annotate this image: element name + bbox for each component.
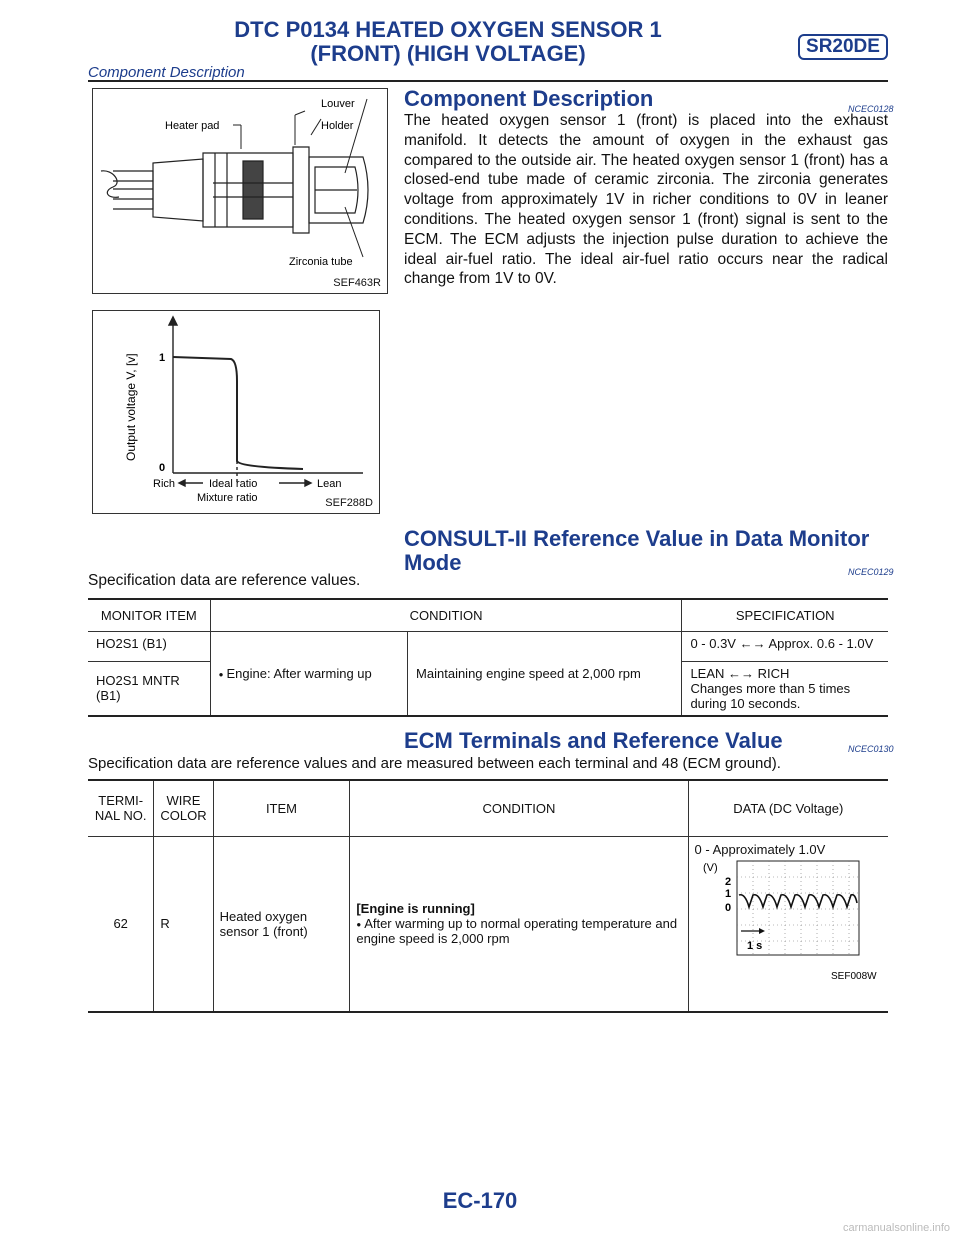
- page-header: [88, 10, 888, 82]
- zirconia-label: Zirconia tube: [289, 256, 353, 268]
- data-value: 0 - Approximately 1.0V: [694, 841, 826, 857]
- consult-heading-line2: Mode: [404, 550, 462, 575]
- specification-line: Changes more than 5 times during 10 seconds.: [690, 680, 851, 711]
- graph-rich-label: Rich: [153, 478, 176, 490]
- graph-lean-label: Lean: [317, 478, 342, 490]
- consult-heading-line1: CONSULT-II Reference Value in Data Monitor: [404, 526, 870, 551]
- wire-color: R: [154, 836, 213, 1012]
- ecm-note: Specification data are reference values and are measured between each terminal and 48 (ECM ground).: [88, 755, 781, 772]
- specification: [682, 661, 888, 716]
- scope-unit-label: (V): [702, 861, 718, 874]
- component-description-text: The heated oxygen sensor 1 (front) is placed into the exhaust manifold. It detects the amount of oxygen in the exhaust gas compared to the outside air. The heated oxygen sensor 1 (front) has a closed-end tube made of ceramic zirconia. The zirconia generates voltage from approximately 1V in richer conditions to 0V in leaner conditions. The heated oxygen sensor 1 (front) signal is sent to the ECM. The ECM adjusts the injection pulse duration to achieve the ideal air-fuel ratio. The ideal air-fuel ratio occurs near the radical change from 1V to 0V.: [404, 112, 888, 288]
- data-dc-voltage: [688, 836, 888, 1012]
- consult-note: Specification data are reference values.: [88, 572, 361, 589]
- component-description-heading: Component Description: [404, 86, 654, 111]
- scope-tick-0: 0: [724, 901, 731, 914]
- scope-waveform: [695, 857, 881, 993]
- column-header: MONITOR ITEM: [88, 599, 210, 631]
- column-header: SPECIFICATION: [682, 599, 888, 631]
- sensor-cutaway-figure: [92, 88, 388, 294]
- graph-ideal-label: Ideal ratio: [209, 478, 258, 490]
- column-header: CONDITION: [210, 599, 682, 631]
- ecm-table: [88, 779, 888, 1013]
- condition-title: [Engine is running]: [356, 901, 475, 917]
- holder-label: Holder: [321, 120, 354, 132]
- figure-code: SEF463R: [333, 277, 381, 289]
- sensor-cutaway-drawing: [93, 89, 387, 293]
- watermark: carmanualsonline.info: [842, 1222, 950, 1234]
- table-header-row: [88, 599, 888, 631]
- item: Heated oxygen sensor 1 (front): [213, 836, 350, 1012]
- column-header: ITEM: [213, 780, 350, 836]
- heater-pad-label: Heater pad: [165, 120, 220, 132]
- graph-x-label: Mixture ratio: [197, 492, 258, 504]
- scope-time-label: 1 s: [746, 939, 762, 952]
- condition-engine: ● Engine: After warming up: [210, 631, 407, 716]
- condition: [350, 836, 688, 1012]
- terminal-no: 62: [88, 836, 154, 1012]
- graph-tick-1: 1: [159, 352, 166, 364]
- specification-line: LEAN ←→ RICH: [690, 665, 790, 681]
- table-row: [88, 836, 888, 1012]
- condition-detail: Maintaining engine speed at 2,000 rpm: [408, 631, 682, 716]
- scope-figure-code: SEF008W: [830, 970, 877, 982]
- header-rule: [88, 80, 888, 82]
- monitor-item: HO2S1 MNTR (B1): [88, 661, 210, 716]
- voltage-graph-figure: [92, 310, 380, 514]
- scope-tick-2: 2: [724, 875, 731, 888]
- graph-y-label: Output voltage V, [v]: [124, 353, 138, 461]
- page-title-line2: (FRONT) (HIGH VOLTAGE): [310, 41, 586, 66]
- specification: 0 - 0.3V ←→ Approx. 0.6 - 1.0V: [682, 631, 888, 661]
- voltage-graph: [93, 311, 379, 513]
- section-id: NCEC0128: [848, 104, 894, 114]
- figure-code: SEF288D: [325, 497, 373, 509]
- table-row: [88, 631, 888, 661]
- louver-label: Louver: [321, 98, 355, 110]
- table-header-row: [88, 780, 888, 836]
- ecm-heading: ECM Terminals and Reference Value: [404, 728, 783, 753]
- page-number: EC-170: [442, 1188, 518, 1213]
- column-header: TERMI- NAL NO.: [88, 780, 154, 836]
- monitor-item: HO2S1 (B1): [88, 631, 210, 661]
- section-id: NCEC0130: [848, 744, 894, 754]
- section-id: NCEC0129: [848, 567, 894, 577]
- page-subtitle: Component Description: [88, 64, 245, 81]
- scope-tick-1: 1: [724, 887, 731, 900]
- graph-tick-0: 0: [159, 462, 166, 474]
- column-header: CONDITION: [350, 780, 688, 836]
- column-header: WIRE COLOR: [154, 780, 213, 836]
- column-header: DATA (DC Voltage): [688, 780, 888, 836]
- page-title-line1: DTC P0134 HEATED OXYGEN SENSOR 1: [234, 17, 662, 42]
- condition-bullet: ● After warming up to normal operating temperature and engine speed is 2,000 rpm: [356, 916, 681, 946]
- engine-badge: SR20DE: [798, 34, 888, 60]
- consult-table: [88, 598, 888, 717]
